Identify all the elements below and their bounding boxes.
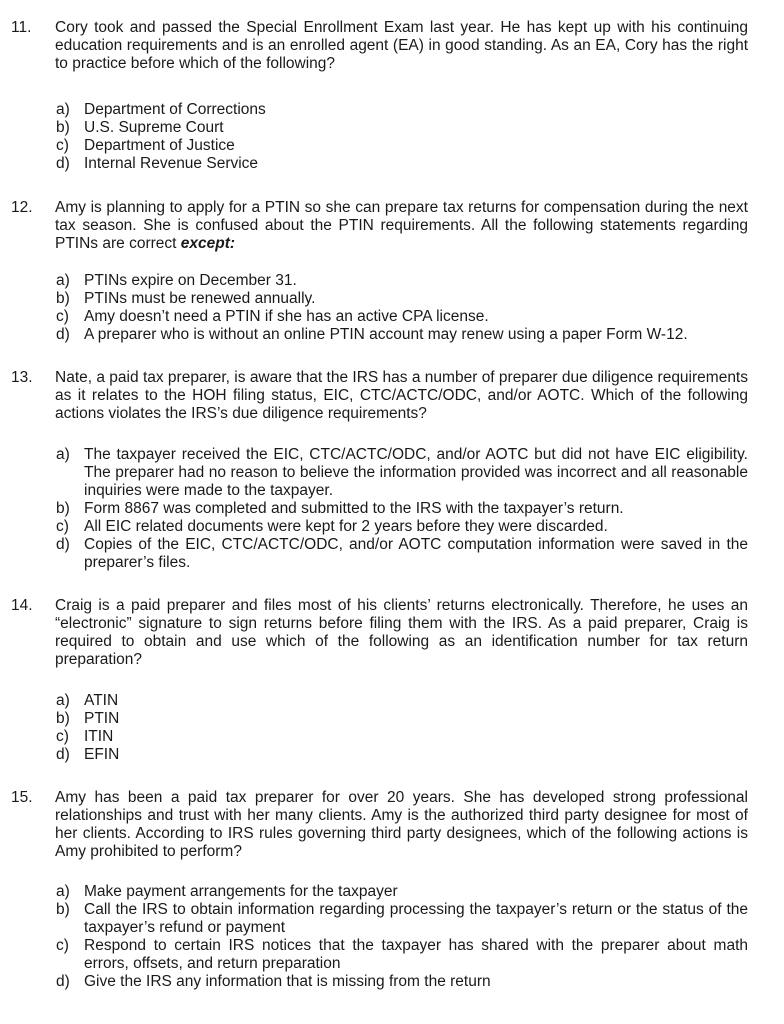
option-text: EFIN	[84, 746, 120, 763]
answer-option	[0, 101, 784, 119]
option-letter: c)	[56, 308, 69, 325]
question-stem: Cory took and passed the Special Enrollment Exam last year. He has kept up with his continuing education requirements and is an enrolled agent (EA) in good standing. As an EA, Cory has the right to practice before which of the following?	[55, 19, 748, 72]
answer-option	[0, 746, 784, 764]
option-text: PTIN	[84, 710, 120, 727]
answer-option	[0, 290, 784, 308]
option-text: Amy doesn’t need a PTIN if she has an active CPA license.	[84, 308, 489, 325]
answer-option	[0, 728, 784, 746]
question-text	[55, 369, 748, 423]
option-text: PTINs expire on December 31.	[84, 272, 297, 289]
question-stem: Nate, a paid tax preparer, is aware that the IRS has a number of preparer due diligence requirements as it relates to the HOH filing status, EIC, CTC/ACTC/ODC, and/or AOTC. Which of the following actions violates the IRS’s due diligence requirements?	[55, 369, 748, 422]
question-stem: Amy is planning to apply for a PTIN so she can prepare tax returns for compensation during the next tax season. She is confused about the PTIN requirements. All the following statements regarding PTINs are correct	[55, 199, 748, 252]
question-number: 12.	[11, 199, 33, 216]
option-letter: d)	[56, 326, 70, 343]
answer-option	[0, 973, 784, 991]
answer-option	[0, 326, 784, 344]
option-text: All EIC related documents were kept for 2 years before they were discarded.	[84, 518, 608, 535]
option-letter: a)	[56, 446, 70, 463]
question-stem: Amy has been a paid tax preparer for over 20 years. She has developed strong professional relationships and trust with her many clients. Amy is the authorized third party designee for most of her clients. According to IRS rules governing third party designees, which of the following actions is Amy prohibited to perform?	[55, 789, 748, 860]
answer-option	[0, 937, 784, 973]
option-letter: c)	[56, 728, 69, 745]
option-text: Copies of the EIC, CTC/ACTC/ODC, and/or AOTC computation information were saved in the preparer’s files.	[84, 536, 748, 571]
option-letter: d)	[56, 973, 70, 990]
answer-option	[0, 883, 784, 901]
option-letter: c)	[56, 937, 69, 954]
answer-options-11	[0, 101, 784, 173]
option-text: Make payment arrangements for the taxpayer	[84, 883, 398, 900]
answer-options-13	[0, 446, 784, 572]
answer-option	[0, 446, 784, 500]
question-number: 14.	[11, 597, 33, 614]
option-letter: b)	[56, 290, 70, 307]
answer-option	[0, 308, 784, 326]
answer-options-14	[0, 692, 784, 764]
answer-options-15	[0, 883, 784, 991]
option-text: PTINs must be renewed annually.	[84, 290, 316, 307]
option-text: A preparer who is without an online PTIN account may renew using a paper Form W-12.	[84, 326, 688, 343]
option-letter: b)	[56, 500, 70, 517]
option-letter: c)	[56, 137, 69, 154]
option-text: U.S. Supreme Court	[84, 119, 224, 136]
option-text: The taxpayer received the EIC, CTC/ACTC/ODC, and/or AOTC but did not have EIC eligibility. The preparer had no reason to believe the information provided was incorrect and all reasonable inquiries were made to the taxpayer.	[84, 446, 748, 499]
answer-option	[0, 536, 784, 572]
option-letter: d)	[56, 746, 70, 763]
option-letter: b)	[56, 710, 70, 727]
option-text: Department of Justice	[84, 137, 235, 154]
option-text: Form 8867 was completed and submitted to the IRS with the taxpayer’s return.	[84, 500, 624, 517]
answer-options-12	[0, 272, 784, 344]
option-text: Respond to certain IRS notices that the taxpayer has shared with the preparer about math errors, offsets, and return preparation	[84, 937, 748, 972]
answer-option	[0, 272, 784, 290]
question-number: 11.	[11, 19, 32, 36]
question-emphasis: except:	[180, 235, 236, 252]
answer-option	[0, 901, 784, 937]
question-text	[55, 19, 748, 73]
option-letter: d)	[56, 536, 70, 553]
option-letter: a)	[56, 272, 70, 289]
question-text	[55, 789, 748, 861]
question-number: 13.	[11, 369, 33, 386]
question-number: 15.	[11, 789, 33, 806]
answer-option	[0, 692, 784, 710]
question-stem: Craig is a paid preparer and files most of his clients’ returns electronically. Therefore, he uses an “electronic” signature to sign returns before filing them with the IRS. As a paid preparer, Craig is required to obtain and use which of the following as an identification number for tax return preparation?	[55, 597, 748, 668]
option-letter: d)	[56, 155, 70, 172]
option-letter: a)	[56, 692, 70, 709]
answer-option	[0, 710, 784, 728]
option-text: Internal Revenue Service	[84, 155, 259, 172]
option-letter: a)	[56, 101, 70, 118]
option-letter: a)	[56, 883, 70, 900]
option-text: Call the IRS to obtain information regarding processing the taxpayer’s return or the status of the taxpayer’s refund or payment	[84, 901, 748, 936]
option-letter: b)	[56, 901, 70, 918]
question-text	[55, 199, 748, 253]
option-letter: b)	[56, 119, 70, 136]
answer-option	[0, 500, 784, 518]
answer-option	[0, 119, 784, 137]
option-text: ATIN	[84, 692, 119, 709]
option-letter: c)	[56, 518, 69, 535]
answer-option	[0, 155, 784, 173]
option-text: Department of Corrections	[84, 101, 266, 118]
answer-option	[0, 518, 784, 536]
answer-option	[0, 137, 784, 155]
option-text: Give the IRS any information that is missing from the return	[84, 973, 491, 990]
question-text	[55, 597, 748, 669]
option-text: ITIN	[84, 728, 114, 745]
